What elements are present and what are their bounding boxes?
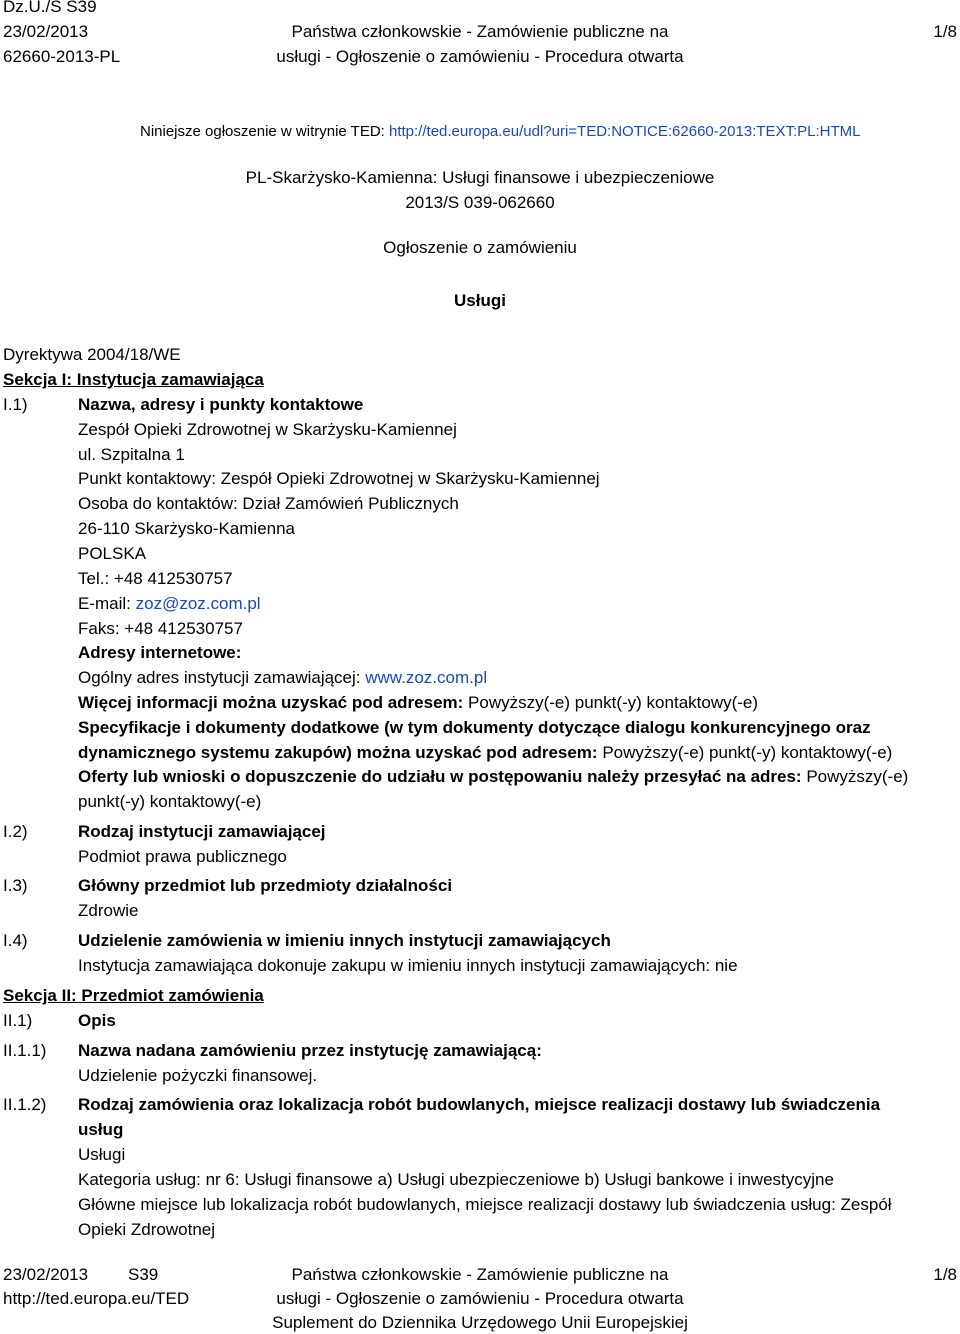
offers-label: Oferty lub wnioski o dopuszczenie do udziału w postępowaniu należy przesyłać na adres: xyxy=(78,767,807,786)
general-address-label: Ogólny adres instytucji zamawiającej: xyxy=(78,668,366,687)
authority-street: ul. Szpitalna 1 xyxy=(78,445,185,464)
i4-title: Udzielenie zamówienia w imieniu innych instytucji zamawiających xyxy=(78,931,611,950)
i2-number: I.2) xyxy=(3,822,28,841)
ii1-number: II.1) xyxy=(3,1011,33,1030)
offers-line1 xyxy=(78,767,908,787)
spec-line2 xyxy=(78,743,892,763)
offers-value-2: punkt(-y) kontaktowy(-e) xyxy=(78,792,262,811)
ted-notice-line xyxy=(140,122,861,142)
i3-value: Zdrowie xyxy=(78,901,139,920)
ii12-title-line1: Rodzaj zamówienia oraz lokalizacja robót budowlanych, miejsce realizacji dostawy lub świadczenia xyxy=(78,1095,881,1114)
header-journal: Dz.U./S S39 xyxy=(3,0,97,16)
authority-city: 26-110 Skarżysko-Kamienna xyxy=(78,519,296,538)
header-page: 1/8 xyxy=(933,22,957,41)
authority-email-line xyxy=(78,594,261,614)
spec-label-line2: dynamicznego systemu zakupów) można uzyskać pod adresem: xyxy=(78,743,603,762)
general-address-line xyxy=(78,668,487,688)
i4-value: Instytucja zamawiająca dokonuje zakupu w imieniu innych instytucji zamawiających: nie xyxy=(78,956,738,975)
header-date: 23/02/2013 xyxy=(3,22,89,41)
contact-person: Osoba do kontaktów: Dział Zamówień Publicznych xyxy=(78,494,459,513)
notice-type: Ogłoszenie o zamówieniu xyxy=(383,238,577,257)
header-title-line1: Państwa członkowskie - Zamówienie publiczne na xyxy=(291,22,669,41)
ii12-title-line2: usług xyxy=(78,1120,124,1139)
ii12-place-line1: Główne miejsce lub lokalizacja robót budowlanych, miejsce realizacji dostawy lub świadczenia usług: Zespół xyxy=(78,1195,892,1214)
section2-heading: Sekcja II: Przedmiot zamówienia xyxy=(3,986,264,1005)
ii12-type: Usługi xyxy=(78,1145,126,1164)
authority-fax: Faks: +48 412530757 xyxy=(78,619,243,638)
ii12-category: Kategoria usług: nr 6: Usługi finansowe a) Usługi ubezpieczeniowe b) Usługi bankowe i inwestycyjne xyxy=(78,1170,834,1189)
notice-category: Usługi xyxy=(454,291,506,310)
notice-title: PL-Skarżysko-Kamienna: Usługi finansowe i ubezpieczeniowe xyxy=(245,168,715,187)
footer-title-line2: usługi - Ogłoszenie o zamówieniu - Procedura otwarta xyxy=(276,1289,684,1308)
header-title-line2: usługi - Ogłoszenie o zamówieniu - Procedura otwarta xyxy=(276,47,684,66)
more-info-label: Więcej informacji można uzyskać pod adresem: xyxy=(78,693,469,712)
email-label: E-mail: xyxy=(78,594,136,613)
footer-title-line3: Suplement do Dziennika Urzędowego Unii Europejskiej xyxy=(272,1313,688,1332)
contact-point: Punkt kontaktowy: Zespół Opieki Zdrowotnej w Skarżysku-Kamiennej xyxy=(78,469,600,488)
footer-page: 1/8 xyxy=(933,1265,957,1284)
authority-country: POLSKA xyxy=(78,544,147,563)
web-addresses-heading: Adresy internetowe: xyxy=(78,643,242,662)
more-info-line xyxy=(78,693,758,713)
spec-value: Powyższy(-e) punkt(-y) kontaktowy(-e) xyxy=(602,743,893,762)
ted-notice-prefix: Niniejsze ogłoszenie w witrynie TED: xyxy=(140,123,389,140)
ii12-place-line2: Opieki Zdrowotnej xyxy=(78,1220,216,1239)
i3-title: Główny przedmiot lub przedmioty działalności xyxy=(78,876,453,895)
i1-title: Nazwa, adresy i punkty kontaktowe xyxy=(78,395,364,414)
ii11-number: II.1.1) xyxy=(3,1041,47,1060)
i2-value: Podmiot prawa publicznego xyxy=(78,847,287,866)
spec-label-line1: Specyfikacje i dokumenty dodatkowe (w tym dokumenty dotyczące dialogu konkurencyjnego oraz xyxy=(78,718,871,737)
footer-series: S39 xyxy=(128,1265,159,1284)
section1-heading: Sekcja I: Instytucja zamawiająca xyxy=(3,370,264,389)
more-info-value: Powyższy(-e) punkt(-y) kontaktowy(-e) xyxy=(468,693,759,712)
offers-value-1: Powyższy(-e) xyxy=(806,767,909,786)
i2-title: Rodzaj instytucji zamawiającej xyxy=(78,822,326,841)
header-ref: 62660-2013-PL xyxy=(3,47,121,66)
ted-notice-link[interactable]: http://ted.europa.eu/udl?uri=TED:NOTICE:62660-2013:TEXT:PL:HTML xyxy=(389,123,861,140)
i1-number: I.1) xyxy=(3,395,28,414)
i4-number: I.4) xyxy=(3,931,28,950)
email-link[interactable]: zoz@zoz.com.pl xyxy=(135,594,261,613)
ii11-title: Nazwa nadana zamówieniu przez instytucję zamawiającą: xyxy=(78,1041,542,1060)
authority-tel: Tel.: +48 412530757 xyxy=(78,569,233,588)
directive: Dyrektywa 2004/18/WE xyxy=(3,345,181,364)
authority-name: Zespół Opieki Zdrowotnej w Skarżysku-Kamiennej xyxy=(78,420,457,439)
ii1-title: Opis xyxy=(78,1011,116,1030)
footer-url: http://ted.europa.eu/TED xyxy=(3,1289,190,1308)
notice-number: 2013/S 039-062660 xyxy=(405,193,555,212)
general-address-link[interactable]: www.zoz.com.pl xyxy=(365,668,488,687)
footer-date: 23/02/2013 xyxy=(3,1265,89,1284)
ii11-value: Udzielenie pożyczki finansowej. xyxy=(78,1066,318,1085)
ii12-number: II.1.2) xyxy=(3,1095,47,1114)
footer-title-line1: Państwa członkowskie - Zamówienie publiczne na xyxy=(291,1265,669,1284)
i3-number: I.3) xyxy=(3,876,28,895)
